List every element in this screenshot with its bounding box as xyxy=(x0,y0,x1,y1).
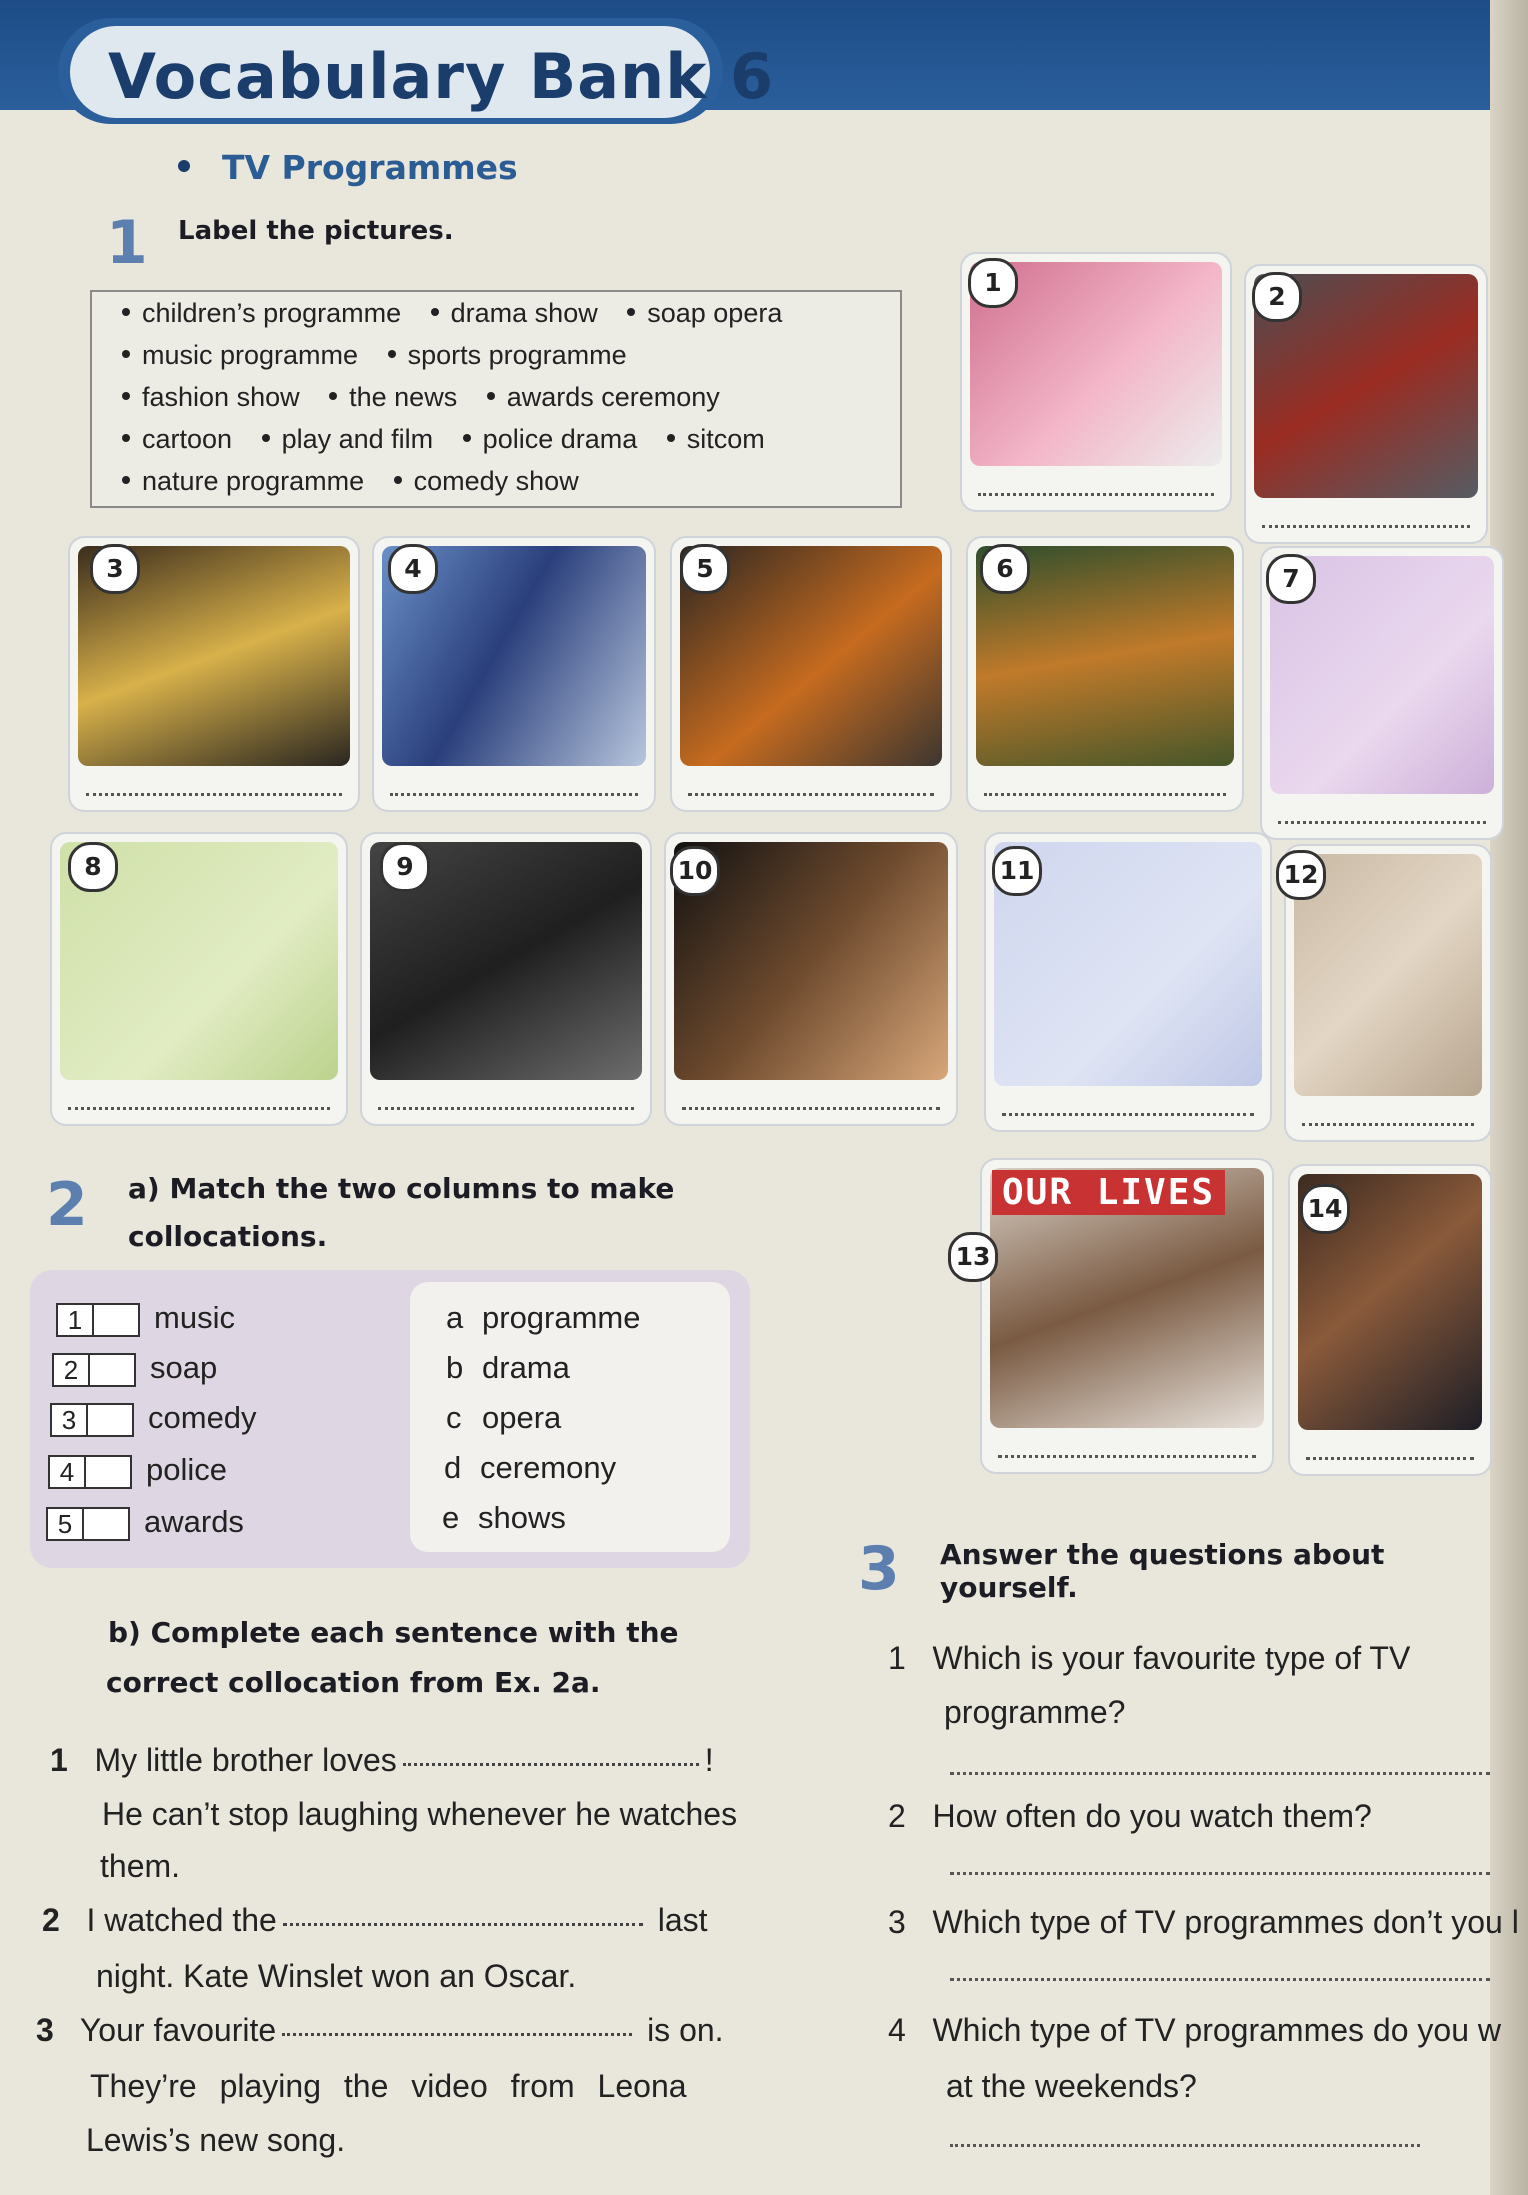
item-number: 3 xyxy=(50,1403,88,1437)
word-line-4 xyxy=(122,424,787,455)
word-item: play and film xyxy=(281,424,434,454)
exercise-3-instruction: Answer the questions about yourself. xyxy=(940,1538,1385,1604)
sentence-1-line-3: them. xyxy=(100,1848,181,1884)
label-blank[interactable] xyxy=(1262,523,1470,528)
picture-number-badge: 7 xyxy=(1266,554,1316,604)
exercise-2b-instruction-line2: correct collocation from Ex. 2a. xyxy=(106,1666,601,1699)
answer-box[interactable] xyxy=(88,1403,134,1437)
question-1-line-1 xyxy=(888,1640,1410,1677)
word-item: cartoon xyxy=(142,424,233,454)
question-1-line-2: programme? xyxy=(944,1694,1126,1730)
sentence-number: 3 xyxy=(36,2012,54,2048)
exercise-2-number: 2 xyxy=(46,1170,88,1240)
word-line-1 xyxy=(122,298,804,329)
match-left-row-2 xyxy=(52,1350,217,1387)
label-blank[interactable] xyxy=(1002,1111,1254,1116)
question-number: 1 xyxy=(888,1640,906,1676)
bullet-icon xyxy=(329,392,337,400)
match-right-row-d xyxy=(444,1450,616,1486)
question-text: Which type of TV programmes don’t you l xyxy=(932,1904,1519,1940)
left-word: police xyxy=(146,1452,227,1487)
label-blank[interactable] xyxy=(984,791,1226,796)
sentence-2-line-1 xyxy=(42,1902,708,1939)
question-3-line-1 xyxy=(888,1904,1519,1941)
picture-number-badge: 10 xyxy=(670,846,720,896)
bullet-icon xyxy=(122,434,130,442)
section-bullet-icon xyxy=(178,160,190,172)
question-4-line-1 xyxy=(888,2012,1501,2049)
item-letter: d xyxy=(444,1450,462,1485)
bullet-icon xyxy=(431,308,439,316)
exercise-3-number: 3 xyxy=(858,1534,900,1604)
word-item: the news xyxy=(349,382,458,412)
bullet-icon xyxy=(487,392,495,400)
word-item: fashion show xyxy=(142,382,300,412)
part-a-label: a) xyxy=(128,1172,160,1205)
sentence-number: 1 xyxy=(50,1742,68,1778)
sentence-text: My little brother loves xyxy=(94,1742,397,1778)
answer-blank[interactable] xyxy=(283,1919,643,1926)
sentence-text: last xyxy=(657,1902,708,1938)
right-word: opera xyxy=(482,1400,562,1435)
label-blank[interactable] xyxy=(998,1453,1256,1458)
page-title-text: Vocabulary Bank xyxy=(108,40,708,113)
word-line-2 xyxy=(122,340,649,371)
sentence-text: Your favourite xyxy=(79,2012,277,2048)
picture-number-badge: 6 xyxy=(980,544,1030,594)
part-b-text: Complete each sentence with the xyxy=(150,1616,679,1649)
answer-blank[interactable] xyxy=(403,1759,699,1766)
right-word: drama xyxy=(482,1350,570,1385)
bullet-icon xyxy=(463,434,471,442)
answer-box[interactable] xyxy=(90,1353,136,1387)
exercise-2b-instruction xyxy=(108,1616,679,1649)
left-word: comedy xyxy=(148,1400,257,1435)
question-text: Which type of TV programmes do you w xyxy=(932,2012,1501,2048)
right-word: shows xyxy=(478,1500,566,1535)
part-a-text: Match the two columns to make xyxy=(169,1172,675,1205)
label-blank[interactable] xyxy=(688,791,934,796)
picture-card-13 xyxy=(982,1160,1272,1472)
label-blank[interactable] xyxy=(1302,1121,1474,1126)
question-2-line-1 xyxy=(888,1798,1372,1835)
answer-line-3[interactable] xyxy=(950,1976,1490,1981)
section-title: TV Programmes xyxy=(222,148,518,187)
item-number: 4 xyxy=(48,1455,86,1489)
exercise-1-number: 1 xyxy=(106,208,148,278)
label-blank[interactable] xyxy=(978,491,1214,496)
answer-line-2[interactable] xyxy=(950,1870,1490,1875)
item-letter: a xyxy=(446,1300,464,1335)
picture-number-badge: 5 xyxy=(680,544,730,594)
sentence-text: ! xyxy=(704,1742,714,1778)
bullet-icon xyxy=(394,476,402,484)
right-word: ceremony xyxy=(480,1450,617,1485)
question-text: Which is your favourite type of TV xyxy=(932,1640,1411,1676)
answer-blank[interactable] xyxy=(282,2029,632,2036)
right-word: programme xyxy=(482,1300,641,1335)
question-number: 4 xyxy=(888,2012,906,2048)
match-left-row-3 xyxy=(50,1400,257,1437)
exercise-2a-instruction-line2: collocations. xyxy=(128,1220,328,1253)
question-text: How often do you watch them? xyxy=(932,1798,1372,1834)
word-item: comedy show xyxy=(413,466,579,496)
label-blank[interactable] xyxy=(1278,819,1486,824)
picture-number-badge: 12 xyxy=(1276,850,1326,900)
item-number: 5 xyxy=(46,1507,84,1541)
match-left-row-4 xyxy=(48,1452,227,1489)
sentence-1-line-1 xyxy=(50,1742,714,1779)
word-item: nature programme xyxy=(142,466,365,496)
bullet-icon xyxy=(627,308,635,316)
exercise-2a-instruction xyxy=(128,1172,674,1205)
bullet-icon xyxy=(122,476,130,484)
word-item: sitcom xyxy=(686,424,765,454)
page-edge xyxy=(1490,0,1528,2195)
answer-box[interactable] xyxy=(86,1455,132,1489)
match-left-row-5 xyxy=(46,1504,244,1541)
left-word: music xyxy=(154,1300,235,1335)
word-item: soap opera xyxy=(647,298,783,328)
word-line-5 xyxy=(122,466,601,497)
left-word: awards xyxy=(144,1504,244,1539)
match-right-row-a xyxy=(446,1300,641,1336)
page-title xyxy=(108,40,774,113)
item-letter: b xyxy=(446,1350,464,1385)
word-item: music programme xyxy=(142,340,359,370)
item-letter: c xyxy=(446,1400,462,1435)
bullet-icon xyxy=(122,350,130,358)
picture-number-badge: 4 xyxy=(388,544,438,594)
bullet-icon xyxy=(262,434,270,442)
word-item: police drama xyxy=(482,424,638,454)
answer-line-4[interactable] xyxy=(950,2142,1420,2147)
match-left-row-1 xyxy=(56,1300,235,1337)
picture-number-badge: 3 xyxy=(90,544,140,594)
picture-number-badge: 11 xyxy=(992,846,1042,896)
exercise-1-instruction: Label the pictures. xyxy=(178,216,454,246)
sentence-3-line-3: Lewis’s new song. xyxy=(86,2122,346,2158)
word-item: awards ceremony xyxy=(506,382,720,412)
word-line-3 xyxy=(122,382,742,413)
answer-box[interactable] xyxy=(94,1303,140,1337)
item-letter: e xyxy=(442,1500,460,1535)
unit-number: 6 xyxy=(730,40,775,113)
picture-number-badge: 9 xyxy=(380,842,430,892)
label-blank[interactable] xyxy=(390,791,638,796)
question-number: 3 xyxy=(888,1904,906,1940)
word-item: children’s programme xyxy=(142,298,402,328)
match-right-row-e xyxy=(442,1500,566,1536)
bullet-icon xyxy=(388,350,396,358)
part-b-label: b) xyxy=(108,1616,141,1649)
picture-number-badge: 8 xyxy=(68,842,118,892)
question-number: 2 xyxy=(888,1798,906,1834)
sentence-text: is on. xyxy=(647,2012,724,2048)
label-blank[interactable] xyxy=(68,1105,330,1110)
sentence-number: 2 xyxy=(42,1902,60,1938)
label-blank[interactable] xyxy=(378,1105,634,1110)
picture-number-badge: 1 xyxy=(968,258,1018,308)
picture-number-badge: 2 xyxy=(1252,272,1302,322)
word-item: sports programme xyxy=(407,340,627,370)
label-blank[interactable] xyxy=(1306,1455,1474,1460)
bullet-icon xyxy=(667,434,675,442)
bullet-icon xyxy=(122,392,130,400)
sentence-1-line-2: He can’t stop laughing whenever he watches xyxy=(102,1796,738,1832)
item-number: 1 xyxy=(56,1303,94,1337)
item-number: 2 xyxy=(52,1353,90,1387)
word-box xyxy=(90,290,902,508)
picture-number-badge: 14 xyxy=(1300,1184,1350,1234)
answer-box[interactable] xyxy=(84,1507,130,1541)
match-right-row-c xyxy=(446,1400,561,1436)
label-blank[interactable] xyxy=(86,791,342,796)
label-blank[interactable] xyxy=(682,1105,940,1110)
match-right-row-b xyxy=(446,1350,570,1386)
magazine-title: OUR LIVES xyxy=(992,1170,1225,1215)
sentence-3-line-1 xyxy=(36,2012,724,2049)
left-word: soap xyxy=(150,1350,218,1385)
picture-number-badge: 13 xyxy=(948,1232,998,1282)
question-4-line-2: at the weekends? xyxy=(946,2068,1197,2104)
answer-line-1[interactable] xyxy=(950,1770,1490,1775)
word-item: drama show xyxy=(450,298,598,328)
bullet-icon xyxy=(122,308,130,316)
sentence-2-line-2: night. Kate Winslet won an Oscar. xyxy=(96,1958,577,1994)
sentence-3-line-2: They’re playing the video from Leona xyxy=(90,2068,687,2104)
sentence-text: I watched the xyxy=(86,1902,277,1938)
